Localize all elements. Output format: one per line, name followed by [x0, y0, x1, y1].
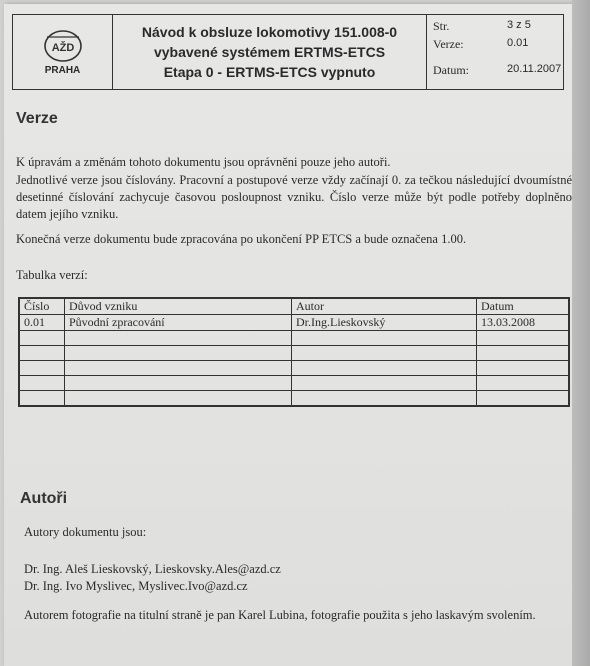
table-cell: [292, 376, 477, 391]
table-cell: [19, 346, 65, 361]
document-header: [12, 14, 564, 90]
table-cell: [292, 391, 477, 407]
authors-intro: Autory dokumentu jsou:: [24, 525, 147, 539]
table-cell: [292, 361, 477, 376]
document-title: [113, 15, 427, 89]
table-cell: 0.01: [19, 315, 65, 331]
table-cell: [65, 361, 292, 376]
table-cell: 13.03.2008: [477, 315, 570, 331]
table-cell: [292, 331, 477, 346]
document-page: [4, 4, 576, 666]
column-header: Číslo: [19, 298, 65, 315]
table-cell: [65, 391, 292, 407]
table-caption: Tabulka verzí:: [16, 268, 88, 282]
meta-label: Verze:: [433, 37, 464, 51]
table-cell: Původní zpracování: [65, 315, 292, 331]
meta-label: Str.: [433, 19, 450, 33]
table-cell: [477, 331, 570, 346]
paragraph: Konečná verze dokumentu bude zpracována po ukončení PP ETCS a bude označena 1.00.: [16, 232, 467, 246]
title-line: Návod k obsluze lokomotivy 151.008-0: [141, 24, 398, 40]
author-entry: Dr. Ing. Ivo Myslivec, Myslivec.Ivo@azd.cz: [24, 579, 248, 593]
meta-label: Datum:: [433, 63, 469, 77]
table-cell: [65, 346, 292, 361]
section-heading-autori: Autoři: [20, 490, 68, 507]
table-cell: [19, 391, 65, 407]
logo-text: AŽD: [51, 42, 75, 54]
document-meta: [427, 15, 563, 89]
paragraph: K úpravám a změnám tohoto dokumentu jsou oprávněni pouze jeho autoři.: [16, 155, 391, 169]
table-row: [19, 361, 569, 376]
meta-value: 0.01: [507, 37, 529, 49]
meta-value: 20.11.2007: [507, 63, 562, 75]
table-cell: [477, 391, 570, 407]
table-cell: [19, 361, 65, 376]
company-logo: [13, 15, 113, 89]
table-cell: [19, 331, 65, 346]
table-row: [19, 331, 569, 346]
table-row: [19, 346, 569, 361]
table-cell: [477, 361, 570, 376]
photo-credit: Autorem fotografie na titulní straně je pan Karel Lubina, fotografie použita s jeho laskavým svolením.: [24, 608, 536, 622]
paragraph: Jednotlivé verze jsou číslovány. Pracovní a postupové verze vždy začínají 0. za tečkou následující dvoumístné desetinné číslování zachycuje časovou posloupnost vzniku. Číslo verze může být podle potřeby doplněno datem jejího vzniku.: [16, 173, 572, 221]
section-heading-verze: Verze: [16, 110, 58, 127]
table-header-row: [19, 298, 569, 315]
table-row: [19, 391, 569, 407]
table-cell: [477, 346, 570, 361]
title-line: Etapa 0 - ERTMS-ETCS vypnuto: [163, 64, 376, 80]
logo-city: PRAHA: [44, 65, 81, 76]
azd-logo-icon: [41, 27, 85, 65]
column-header: Důvod vzniku: [65, 298, 292, 315]
table-body: [19, 315, 569, 407]
table-cell: [292, 346, 477, 361]
versions-table: [18, 297, 570, 407]
page-edge-shadow: [572, 0, 590, 666]
table-cell: [477, 376, 570, 391]
table-cell: [65, 376, 292, 391]
meta-value: 3 z 5: [507, 19, 531, 31]
table-cell: [65, 331, 292, 346]
author-entry: Dr. Ing. Aleš Lieskovský, Lieskovsky.Ales@azd.cz: [24, 562, 281, 576]
column-header: Datum: [477, 298, 570, 315]
title-line: vybavené systémem ERTMS-ETCS: [153, 44, 386, 60]
column-header: Autor: [292, 298, 477, 315]
table-row: [19, 376, 569, 391]
table-cell: [19, 376, 65, 391]
table-cell: Dr.Ing.Lieskovský: [292, 315, 477, 331]
table-row: [19, 315, 569, 331]
